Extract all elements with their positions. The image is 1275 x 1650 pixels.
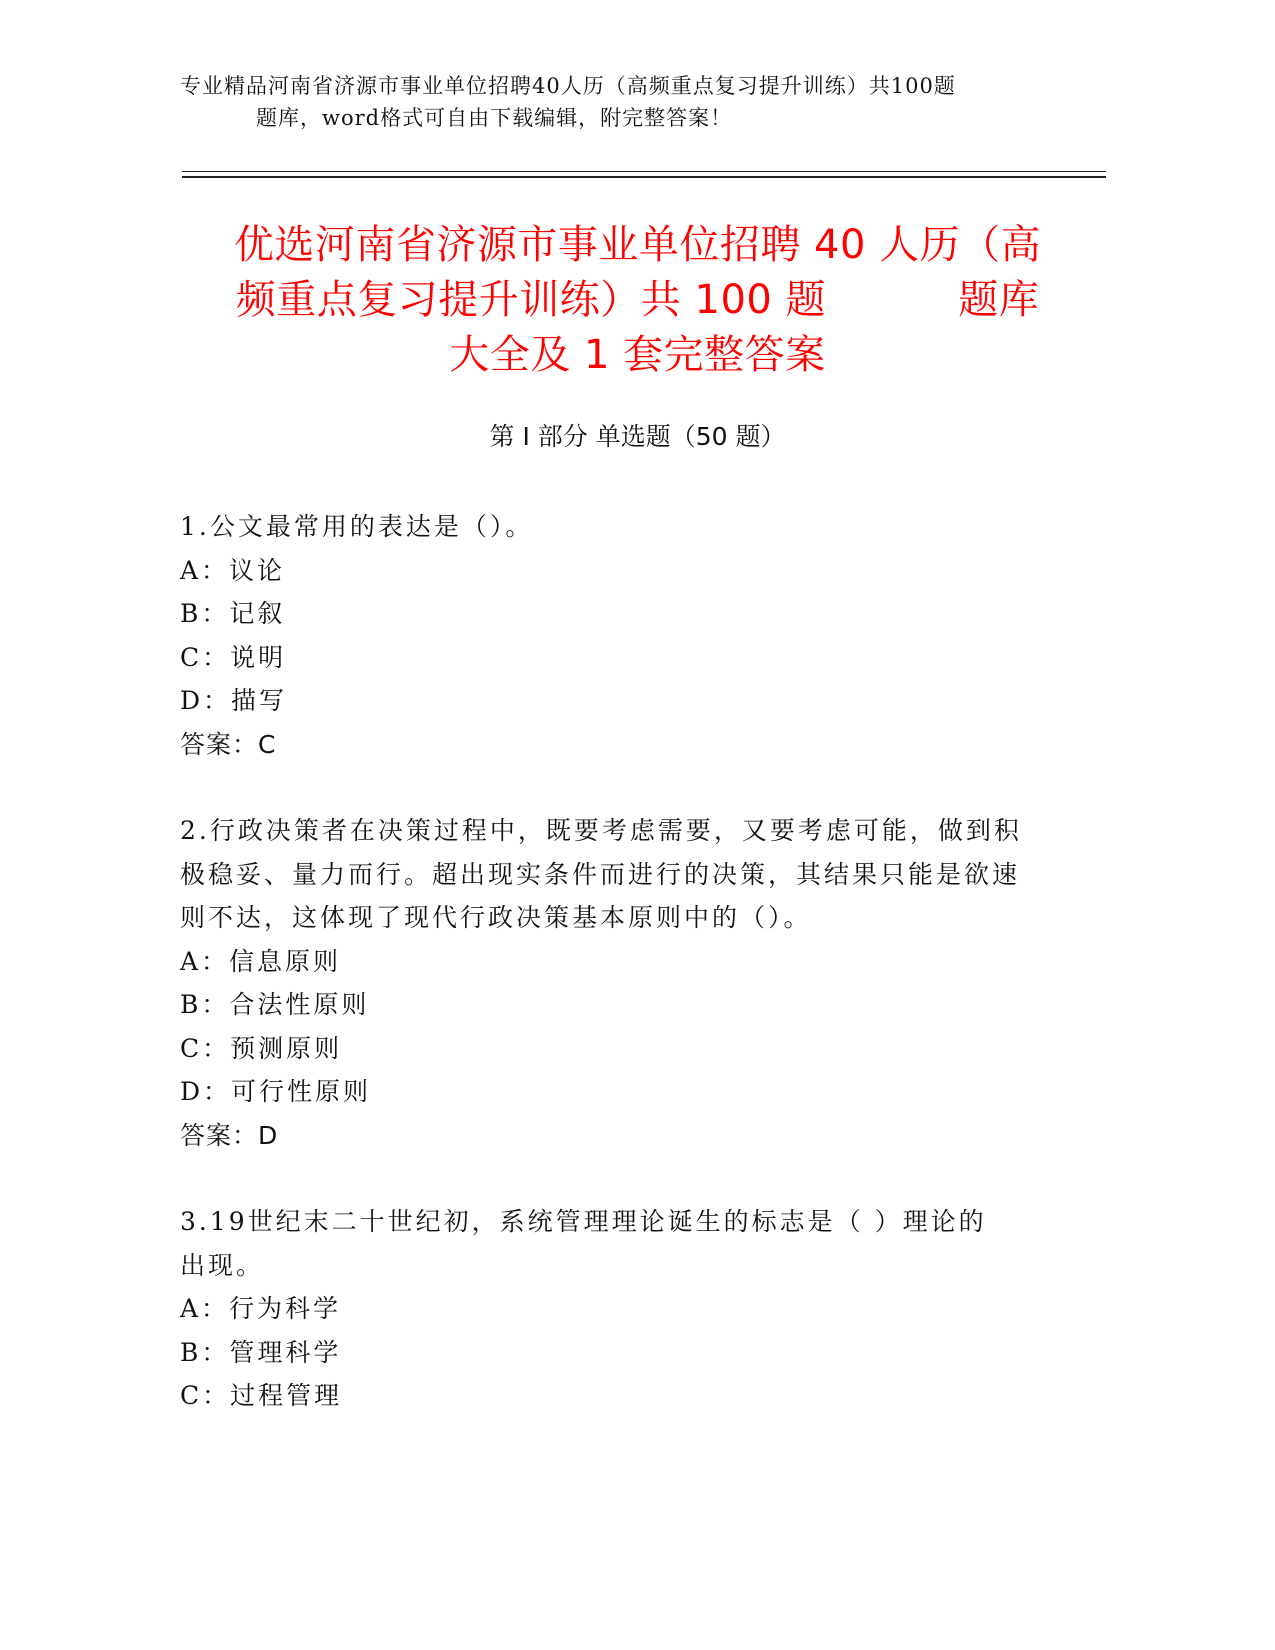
document-title	[150, 218, 1125, 383]
question-stem-line: 出现。	[180, 1250, 265, 1280]
answer-option: D：可行性原则	[180, 1077, 372, 1106]
correct-answer: 答案：D	[180, 1120, 279, 1150]
question-item	[180, 505, 1080, 766]
question-stem-line: 3.19世纪末二十世纪初，系统管理理论诞生的标志是（ ）理论的	[180, 1207, 987, 1236]
title-line-3: 大全及 1 套完整答案	[449, 332, 826, 378]
header-divider-thick	[182, 176, 1106, 178]
answer-option: B：管理科学	[180, 1337, 342, 1367]
question-stem-line: 1.公文最常用的表达是（）。	[180, 512, 534, 541]
answer-option: C：过程管理	[180, 1381, 343, 1410]
header-divider-thin	[182, 171, 1106, 172]
document-header-line-1: 专业精品河南省济源市事业单位招聘40人历（高频重点复习提升训练）共100题	[180, 74, 956, 98]
answer-option: A：行为科学	[180, 1294, 342, 1323]
title-line-1: 优选河南省济源市事业单位招聘 40 人历（高	[233, 222, 1042, 268]
correct-answer: 答案：C	[180, 729, 277, 759]
question-item	[180, 1200, 1080, 1418]
question-item	[180, 809, 1080, 1157]
title-line-2: 频重点复习提升训练）共 100 题 题库	[235, 277, 1040, 323]
section-heading: 第 I 部分 单选题（50 题）	[489, 422, 786, 451]
answer-option: C：预测原则	[180, 1033, 343, 1063]
answer-option: D：描写	[180, 686, 288, 715]
question-stem-line: 则不达，这体现了现代行政决策基本原则中的（）。	[180, 903, 812, 932]
answer-option: A：信息原则	[180, 946, 342, 976]
question-stem-line: 2.行政决策者在决策过程中，既要考虑需要，又要考虑可能，做到积	[180, 816, 1022, 845]
question-stem-line: 极稳妥、量力而行。超出现实条件而进行的决策，其结果只能是欲速	[180, 859, 1021, 889]
answer-option: C：说明	[180, 642, 287, 672]
question-list	[180, 505, 1080, 1461]
answer-option: B：合法性原则	[180, 990, 370, 1019]
answer-option: A：议论	[180, 555, 286, 585]
answer-option: B：记叙	[180, 599, 286, 628]
document-header-line-2: 题库，word格式可自由下载编辑，附完整答案！	[256, 106, 733, 130]
